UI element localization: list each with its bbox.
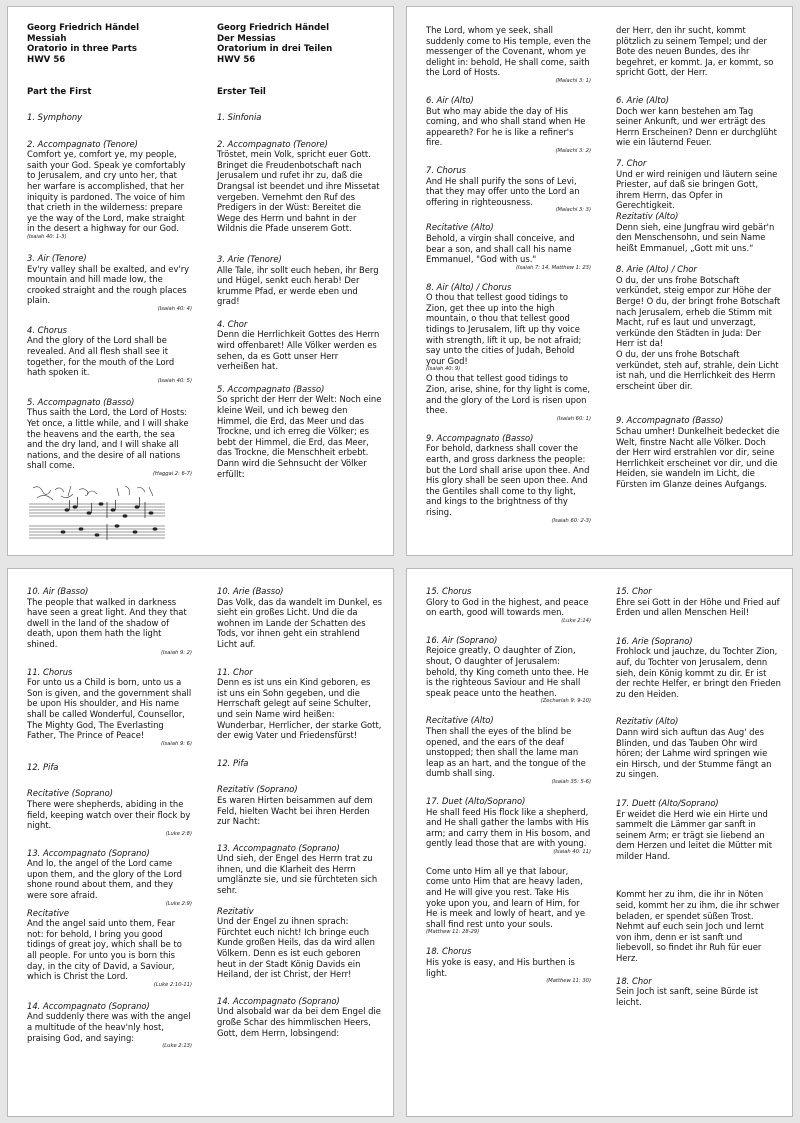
movement-text: So spricht der Herr der Welt: Noch eine kleine Weil, und ich beweg den Himmel, die Erd, das Meer und das Trockne, und ich erreg die Völker; es bebt der Himmel, die Erd, das Meer, das Trockne, die Menschheit erbebt. Dann wird die Sehnsucht der Völker erfüllt: <box>217 394 382 479</box>
german-column <box>217 586 382 1038</box>
movement-block <box>616 636 781 700</box>
work-title: Messiah <box>27 33 67 44</box>
movement-block <box>27 253 192 313</box>
scripture-reference: (Isaiah 9: 6) <box>160 740 192 747</box>
movement-text: Und alsobald war da bei dem Engel die große Schar des himmlischen Heers, Gott, dem Herrn, lobsingend: <box>217 1006 381 1038</box>
movement-block <box>616 211 781 253</box>
movement-title: 7. Chor <box>616 157 647 168</box>
scripture-reference: (Matthew 11: 30) <box>546 978 591 985</box>
movement-title: 13. Accompagnato (Soprano) <box>27 847 150 858</box>
movement-title: Recitative <box>27 907 70 918</box>
movement-block <box>217 758 382 769</box>
scripture-reference: (Luke 2:9) <box>165 900 192 907</box>
movement-title: 5. Accompagnato (Basso) <box>217 383 325 394</box>
movement-block <box>27 112 192 123</box>
movement-title: 10. Arie (Basso) <box>217 586 284 596</box>
movement-text: O du, der uns frohe Botschaft verkündet, steig empor zur Höhe der Berge! O du, der bringt frohe Botschaft nach Jerusalem, erheb die Stimm mit Macht, ruf es laut und unverzagt, verkünde den Städten in Juda: Der Herr ist da! O du, der uns frohe Botschaft verkündet, steh auf, strahle, dein Licht ist nah, und die Herrlichkeit des Herrn erscheint über dir. <box>616 274 781 391</box>
title-block <box>217 23 382 65</box>
movement-text: Kommt her zu ihm, die ihr in Nöten seid, kommt her zu ihm, die ihr schwer beladen, er spendet süßen Trost. Nehmt auf euch sein Joch und lernt von ihm, denn er ist sanft und liebevoll, so findet ihr Ruh für euer Herz. <box>616 889 780 964</box>
movement-text: And He shall purify the sons of Levi, that they may offer unto the Lord an offering in righteousness. <box>426 175 580 207</box>
movement-title: 1. Symphony <box>27 111 83 122</box>
movement-block <box>616 716 781 780</box>
work-subtitle: Oratorium in drei Teilen <box>217 44 333 55</box>
scripture-reference: (Malachi 3: 1) <box>555 77 591 84</box>
movement-text: And suddenly there was with the angel a multitude of the heav'nly host, praising God, and saying: <box>27 1011 191 1043</box>
english-column <box>426 586 591 985</box>
scripture-reference: (Isaiah 60: 2-3) <box>551 517 591 524</box>
movement-title: 12. Pifa <box>27 761 59 772</box>
movement-title: 14. Accompagnato (Soprano) <box>27 1000 150 1011</box>
english-column <box>27 23 192 543</box>
movement-block <box>426 946 591 985</box>
movement-text: Das Volk, das da wandelt im Dunkel, es sieht ein großes Licht. Und die da wohnen im Lande der Schatten des Tods, vor ihnen geht ein strahlend Licht auf. <box>217 596 383 649</box>
movement-text: But who may abide the day of His coming, and who shall stand when He appeareth? For he is like a refiner's fire. <box>426 105 586 148</box>
movement-title: 16. Arie (Soprano) <box>616 635 693 646</box>
movement-text: Und er wird reinigen und läutern seine Priester, auf daß sie bringen Gott, ihrem Herrn, das Opfer in Gerechtigkeit. <box>616 168 778 211</box>
movement-title: 3. Arie (Tenore) <box>217 253 282 264</box>
movement-block <box>426 95 591 155</box>
movement-block <box>27 139 192 241</box>
scripture-reference: (Isaiah 40: 1-3) <box>27 233 67 240</box>
movement-block <box>616 415 781 489</box>
movement-text: Behold, a virgin shall conceive, and bear a son, and shall call his name Emmanuel, "God with us." <box>426 232 575 265</box>
scripture-reference: (Isaiah 9: 2) <box>160 649 192 656</box>
movement-text: And lo, the angel of the Lord came upon them, and the glory of the Lord shone round about them, and they were sore afraid. <box>27 858 182 901</box>
catalogue-number: HWV 56 <box>27 54 66 65</box>
movement-block <box>217 843 382 896</box>
movement-title: 4. Chorus <box>27 324 68 335</box>
movement-title: 16. Air (Soprano) <box>426 634 498 645</box>
work-title: Der Messias <box>217 33 276 44</box>
movement-text: Tröstet, mein Volk, spricht euer Gott. Bringet die Freudenbotschaft nach Jerusalem und rufet ihr zu, daß die Drangsal ist beendet und ihre Missetat vergeben. Vernehmt den Ruf des Predigers in der Wüst: Bereitet die Wege des Herrn und bahnt in der Wildnis die Pfade unserem Gott. <box>217 149 380 234</box>
movement-title: 6. Arie (Alto) <box>616 94 669 105</box>
movement-block <box>217 319 382 372</box>
german-column <box>616 25 781 490</box>
movement-text: Dann wird sich auftun das Aug' des Blinden, und das Tauben Ohr wird hören; der Lahme wird springen wie ein Hirsch, und der Stumme fängt an zu singen. <box>616 726 772 780</box>
movement-block <box>616 889 781 963</box>
movement-text: Alle Tale, ihr sollt euch heben, ihr Berg und Hügel, senkt euch herab! Der krumme Pfad, er werde eben und grad! <box>217 264 379 307</box>
movement-title: 8. Arie (Alto) / Chor <box>616 264 697 275</box>
movement-title: Recitative (Soprano) <box>27 788 113 799</box>
movement-text: Und der Engel zu ihnen sprach: Fürchtet euch nicht! Ich bringe euch Kunde großen Heils, das da wird allen Völkern. Denn es ist euch geboren heut in der Stadt König Davids ein Heiland, der ist Christ, der Herr! <box>217 916 375 980</box>
scripture-reference: (Luke 2:14) <box>561 617 591 624</box>
movement-title: 15. Chorus <box>426 586 472 596</box>
movement-block <box>426 635 591 706</box>
movement-title: Rezitativ (Soprano) <box>217 784 298 795</box>
movement-title: Rezitativ (Alto) <box>616 210 679 221</box>
movement-block <box>217 784 382 826</box>
movement-block <box>27 397 192 478</box>
page-2 <box>406 6 793 556</box>
movement-text: Und sieh, der Engel des Herrn trat zu ihnen, und die Klarheit des Herrn umglänzte sie, und sie fürchteten sich sehr. <box>217 853 378 896</box>
movement-title: 1. Sinfonia <box>217 111 262 122</box>
movement-block <box>27 762 192 773</box>
work-subtitle: Oratorio in three Parts <box>27 44 137 55</box>
movement-text: Comfort ye, comfort ye, my people, saith your God. Speak ye comfortably to Jerusalem, and cry unto her, that her warfare is accomplished, that her iniquity is pardoned. The voice of him that crieth in the wilderness: prepare ye the way of the Lord, make straight in the desert a highway for our God. <box>27 149 186 234</box>
page-3 <box>7 568 394 1117</box>
movement-block <box>27 848 192 908</box>
movement-title: Rezitativ (Alto) <box>616 716 679 727</box>
movement-text: Er weidet die Herd wie ein Hirte und sammelt die Lämmer gar sanft in seinem Arm; er trägt sie liebend an dem Herzen und leitet die Mütter mit milder Hand. <box>616 808 773 861</box>
movement-block <box>217 384 382 479</box>
movement-block <box>426 715 591 786</box>
title-block <box>27 23 192 65</box>
movement-title: 9. Accompagnato (Basso) <box>426 432 534 443</box>
scripture-reference: (Luke 2:13) <box>162 1043 192 1050</box>
movement-text: der Herr, den ihr sucht, kommt plötzlich zu seinem Tempel; und der Bote des neuen Bundes, des ihr begehret, er kommt. Ja, er kommt, so spricht Gott, der Herr. <box>616 25 774 78</box>
scripture-reference: (Isaiah 7: 14, Matthew 1: 23) <box>515 264 591 271</box>
movement-block <box>27 788 192 837</box>
movement-title: 4. Chor <box>217 318 248 329</box>
movement-title: Recitative (Alto) <box>426 715 494 726</box>
movement-block <box>217 254 382 307</box>
scripture-reference: (Luke 2:8) <box>165 830 192 837</box>
movement-block <box>616 586 781 618</box>
movement-block <box>616 976 781 1008</box>
composer: Georg Friedrich Händel <box>27 23 140 33</box>
movement-block <box>217 139 382 234</box>
movement-text: Come unto Him all ye that labour, come unto Him that are heavy laden, and He will give you rest. Take His yoke upon you, and learn of Him, for He is meek and lowly of heart, and ye shall find rest unto your souls. <box>426 865 586 929</box>
movement-text: There were shepherds, abiding in the field, keeping watch over their flock by night. <box>27 798 191 831</box>
catalogue-number: HWV 56 <box>217 54 256 65</box>
scripture-reference: (Zechariah 9: 9-10) <box>540 698 591 705</box>
movement-title: 5. Accompagnato (Basso) <box>27 396 135 407</box>
english-column <box>27 586 192 1050</box>
movement-title: 18. Chorus <box>426 946 472 957</box>
movement-text: And the angel said unto them, Fear not: for behold, I bring you good tidings of great joy, which shall be to all people. For unto you is born this day, in the city of David, a Saviour, which is Christ the Lord. <box>27 918 182 982</box>
movement-text: Doch wer kann bestehen am Tag seiner Ankunft, und wer erträgt des Herrn Erscheinen? Denn er durchglüht wie ein läuternd Feuer. <box>616 105 777 148</box>
movement-text: O thou that tellest good tidings to Zion, get thee up into the high mountain, o thou that tellest good tidings to Jerusalem, lift up thy voice with strength, lift it up, be not afraid; say unto the cities of Judah, Behold your God! <box>426 292 582 366</box>
scripture-reference: (Isaiah 60: 1) <box>556 415 591 422</box>
scripture-reference: (Isaiah 40: 9) <box>426 366 461 373</box>
scripture-reference: (Luke 2:10-11) <box>153 981 192 988</box>
movement-title: 17. Duet (Alto/Soprano) <box>426 795 526 806</box>
manuscript-image <box>27 482 167 540</box>
movement-block <box>217 112 382 123</box>
movement-title: 14. Accompagnato (Soprano) <box>217 995 340 1006</box>
movement-block <box>616 95 781 148</box>
movement-text: Sein Joch ist sanft, seine Bürde ist leicht. <box>616 986 759 1007</box>
movement-title: 7. Chorus <box>426 164 467 175</box>
movement-text: Denn sieh, eine Jungfrau wird gebär'n den Menschensohn, und sein Name heißt Emmanuel, „Gott mit uns.“ <box>616 221 775 253</box>
movement-block <box>217 586 382 650</box>
movement-text: For behold, darkness shall cover the earth, and gross darkness the people: but the Lord shall arise upon thee. And His glory shall be seen upon thee. And the Gentiles shall come to thy light, and kings to the brightness of thy rising. <box>426 443 590 517</box>
german-column <box>616 586 781 1007</box>
movement-block <box>426 25 591 85</box>
movement-block <box>27 586 192 657</box>
movement-block <box>426 866 591 937</box>
movement-block <box>217 996 382 1038</box>
movement-block <box>217 667 382 741</box>
movement-text: And the glory of the Lord shall be revealed. And all flesh shall see it together, for the mouth of the Lord hath spoken it. <box>27 335 175 378</box>
movement-title: 8. Air (Alto) / Chorus <box>426 281 512 292</box>
scripture-reference: (Malachi 3: 3) <box>555 207 591 214</box>
scripture-reference: (Matthew 11: 28-29) <box>426 929 480 936</box>
scripture-reference: (Isaiah 40: 11) <box>553 848 591 855</box>
movement-block <box>426 222 591 271</box>
movement-title: 10. Air (Basso) <box>27 586 89 596</box>
movement-block <box>616 798 781 862</box>
movement-text: The people that walked in darkness have seen a great light. And they that dwell in the land of the shadow of death, upon them hath the light shined. <box>27 596 187 649</box>
movement-block <box>426 282 591 423</box>
scripture-reference: (Malachi 3: 2) <box>555 147 591 154</box>
movement-title: 3. Air (Tenore) <box>27 252 87 263</box>
movement-title: 12. Pifa <box>217 757 249 768</box>
movement-text: Denn die Herrlichkeit Gottes des Herrn wird offenbaret! Alle Völker werden es sehen, da es Gott unser Herr verheißen hat. <box>217 329 380 372</box>
scripture-reference: (Isaiah 35: 5-6) <box>551 778 591 785</box>
movement-text: Glory to God in the highest, and peace on earth, good will towards men. <box>426 596 589 618</box>
movement-block <box>426 796 591 856</box>
movement-text: Rejoice greatly, O daughter of Zion, shout, O daughter of Jerusalem: behold, thy King cometh unto thee. He is the righteous Saviour and He shall speak peace unto the heathen. <box>426 645 589 698</box>
movement-block <box>426 165 591 214</box>
movement-block <box>27 325 192 385</box>
movement-block <box>426 433 591 525</box>
movement-text: The Lord, whom ye seek, shall suddenly come to His temple, even the messenger of the Covenant, whom ye delight in: behold, He shall come, saith the Lord of Hosts. <box>426 25 591 78</box>
german-column <box>217 23 382 479</box>
movement-text: He shall feed His flock like a shepherd, and He shall gather the lambs with His arm; and carry them in His bosom, and gently lead those that are with young. <box>426 806 591 849</box>
movement-block <box>426 586 591 625</box>
page-4 <box>406 568 793 1117</box>
movement-title: Recitative (Alto) <box>426 222 494 233</box>
movement-title: 18. Chor <box>616 975 652 986</box>
part-heading: Erster Teil <box>217 87 266 98</box>
scripture-reference: (Haggai 2: 6-7) <box>152 471 192 477</box>
movement-block <box>616 25 781 78</box>
movement-title: 2. Accompagnato (Tenore) <box>27 138 138 149</box>
movement-text: O thou that tellest good tidings to Zion, arise, shine, for thy light is come, and the glory of the Lord is risen upon thee. <box>426 373 591 416</box>
part-heading: Part the First <box>27 87 92 98</box>
composer: Georg Friedrich Händel <box>217 23 330 33</box>
movement-text: His yoke is easy, and His burthen is light. <box>426 957 575 978</box>
movement-block <box>616 158 781 211</box>
movement-text: Frohlock und jauchze, du Tochter Zion, auf, du Tochter von Jerusalem, denn sieh, dein König kommt zu dir. Er ist der rechte Helfer, er bringt den Frieden zu den Heiden. <box>616 646 781 699</box>
page-1 <box>7 6 394 556</box>
movement-text: Then shall the eyes of the blind be opened, and the ears of the deaf unstopped; then shall the lame man leap as an hart, and the tongue of the dumb shall sing. <box>426 725 586 779</box>
movement-text: Ev'ry valley shall be exalted, and ev'ry mountain and hill made low, the crooked straight and the rough places plain. <box>27 263 190 306</box>
movement-block <box>616 264 781 391</box>
movement-block <box>27 1001 192 1050</box>
movement-text: Thus saith the Lord, the Lord of Hosts: Yet once, a little while, and I will shake the heavens and the earth, the sea and the dry land, and I will shake all nations, and the desire of all nations shall come. <box>27 407 189 471</box>
movement-block <box>27 908 192 989</box>
movement-text: For unto us a Child is born, unto us a Son is given, and the government shall be upon His shoulder, and His name shall be called Wonderful, Counsellor, The Mighty God, The Everlasting Father, The Prince of Peace! <box>27 677 192 741</box>
movement-title: 17. Duett (Alto/Soprano) <box>616 797 719 808</box>
movement-title: 6. Air (Alto) <box>426 94 474 105</box>
movement-title: 11. Chorus <box>27 666 73 677</box>
scripture-reference: (Isaiah 40: 4) <box>157 305 192 312</box>
movement-text: Schau umher! Dunkelheit bedecket die Welt, finstre Nacht alle Völker. Doch der Herr wird erstrahlen vor dir, seine Herrlichkeit erscheinet vor dir, und die Heiden, sie wandeln im Licht, die Fürsten im Glanze deines Aufgangs. <box>616 426 780 489</box>
english-column <box>426 25 591 525</box>
movement-block <box>217 906 382 980</box>
movement-title: 2. Accompagnato (Tenore) <box>217 138 328 149</box>
movement-text: Ehre sei Gott in der Höhe und Fried auf Erden und allen Menschen Heil! <box>616 596 780 618</box>
movement-title: 15. Chor <box>616 586 652 596</box>
movement-title: Rezitativ <box>217 905 254 916</box>
movement-title: 11. Chor <box>217 666 253 677</box>
scripture-reference: (Isaiah 40: 5) <box>157 377 192 384</box>
movement-text: Denn es ist uns ein Kind geboren, es ist uns ein Sohn gegeben, und die Herrschaft gelegt auf seine Schulter, und sein Name wird heißen: Wunderbar, Herrlicher, der starke Gott, der ewig Vater und Friedensfürst! <box>217 677 382 741</box>
movement-block <box>27 667 192 748</box>
movement-title: 13. Accompagnato (Soprano) <box>217 842 340 853</box>
movement-title: 9. Accompagnato (Basso) <box>616 415 724 426</box>
movement-text: Es waren Hirten beisammen auf dem Feld, hielten Wacht bei ihren Herden zur Nacht: <box>217 794 373 827</box>
